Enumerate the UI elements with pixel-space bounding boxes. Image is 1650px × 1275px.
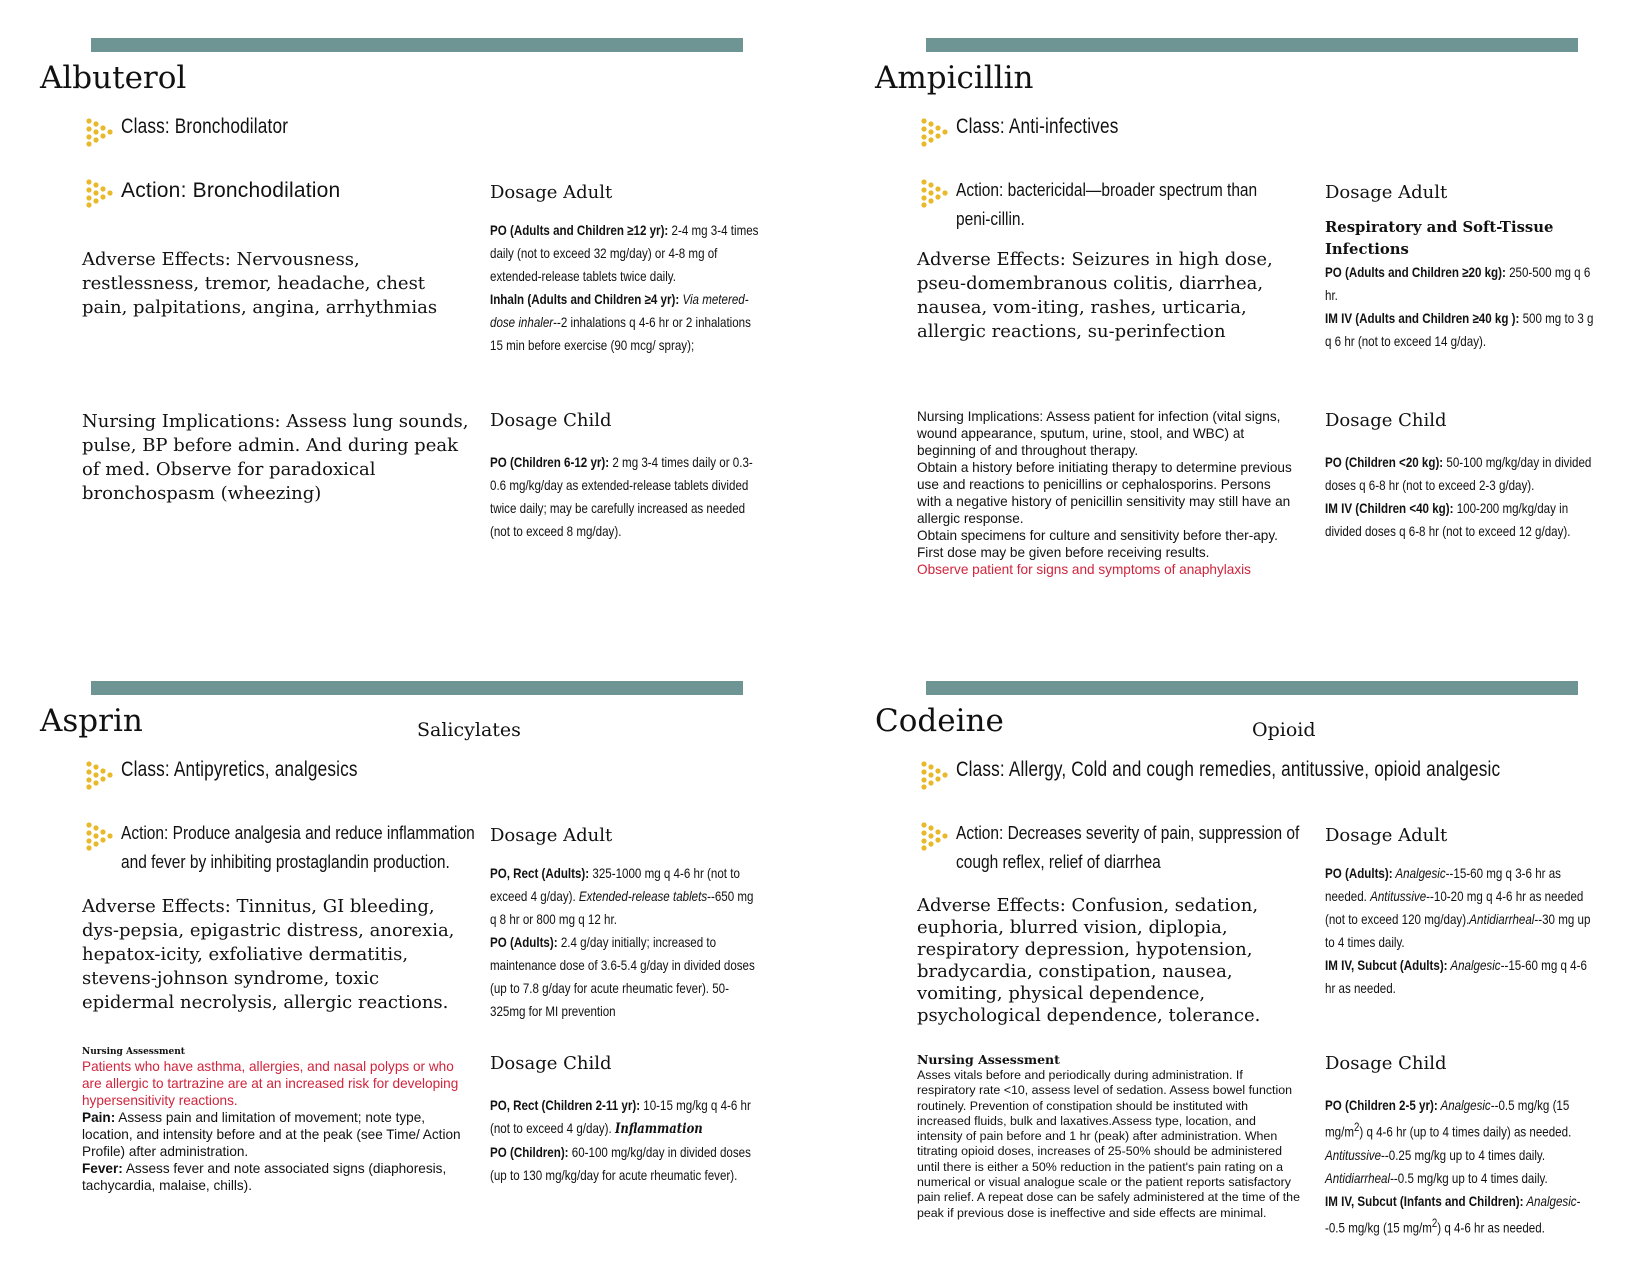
header-bar: [91, 38, 743, 52]
card-asprin: [0, 643, 790, 1263]
header-bar: [926, 38, 1578, 52]
drug-title: Albuterol: [40, 60, 187, 96]
yellow-dot-arrow-icon: [920, 117, 948, 147]
dosage-adult-heading: Dosage Adult: [1325, 825, 1448, 846]
adverse-effects: Adverse Effects: Nervousness, restlessness, tremor, headache, chest pain, palpitations, angina, arrhythmias: [82, 249, 438, 318]
action-text: Action: bactericidal—broader spectrum than peni-cillin.: [956, 180, 1258, 229]
dosage-adult-text: PO, Rect (Adults): 325-1000 mg q 4-6 hr (not to exceed 4 g/day). Extended-release tablets--650 mg q 8 hr or 800 mg q 12 hr. PO (Adults): 2.4 g/day initially; increased to maintenance dose of 3.6-5.4 g/day in divided doses (up to 7.8 g/day for acute rheumatic fever). 50-325mg for MI prevention: [490, 866, 755, 1019]
yellow-dot-arrow-icon: [85, 117, 113, 147]
yellow-dot-arrow-icon: [85, 178, 113, 208]
hypersensitivity-warning: Patients who have asthma, allergies, and nasal polyps or who are allergic to tartrazine are at an increased risk for developing hypersensitivity reactions.: [82, 1059, 459, 1108]
dosage-adult-heading: Dosage Adult: [490, 182, 613, 203]
adverse-effects: Adverse Effects: Tinnitus, GI bleeding, dys-pepsia, epigastric distress, anorexia, hepatox-icity, exfoliative dermatitis, stevens-johnson syndrome, toxic epidermal necrolysis, allergic reactions.: [82, 896, 455, 1013]
nursing-assessment: Nursing Assessment Patients who have asthma, allergies, and nasal polyps or who are allergic to tartrazine are at an increased risk for developing hypersensitivity reactions. Pain: Assess pain and limitation of movement; note type, location, and intensity before and at the peak (see Time/ Action Profile) after administration. Fever: Assess fever and note associated signs (diaphoresis, tachycardia, malaise, chills).: [82, 1047, 461, 1193]
class-row: [920, 115, 1154, 147]
header-bar: [926, 681, 1578, 695]
class-row: [85, 758, 410, 790]
adverse-effects: Adverse Effects: Confusion, sedation, euphoria, blurred vision, diplopia, respiratory depression, hypotension, bradycardia, constipation, nausea, vomiting, physical dependence, psychological dependence, tolerance.: [917, 895, 1261, 1026]
action-row: [920, 819, 1310, 877]
action-row: [85, 819, 485, 877]
class-text: Class: Anti-infectives: [956, 115, 1119, 138]
drug-title: Asprin: [40, 703, 143, 739]
drug-title: Codeine: [875, 703, 1004, 739]
nursing-assessment: Nursing Assessment Asses vitals before and periodically during administration. If respiratory rate <10, assess level of sedation. Assess bowel function routinely. Prevention of constipation should be instituted with increased fluids, bulk and laxatives.Assess type, location, and intensity of pain before and 1 hr (peak) after administration. When titrating opioid doses, increases of 25-50% should be administered until there is either a 50% reduction in the patient's pain rating on a numerical or visual analogue scale or the patient reports satisfactory pain relief. A repeat dose can be safely administered at the time of the peak if previous dose is ineffective and side effects are minimal.: [917, 1052, 1300, 1220]
dosage-adult-text: Respiratory and Soft-Tissue Infections PO (Adults and Children ≥20 kg): 250-500 mg q 6 hr. IM IV (Adults and Children ≥40 kg ): 500 mg to 3 g q 6 hr (not to exceed 14 g/day).: [1325, 219, 1594, 349]
class-row: [920, 758, 1620, 790]
dosage-adult-heading: Dosage Adult: [1325, 182, 1448, 203]
yellow-dot-arrow-icon: [920, 178, 948, 208]
drug-title: Ampicillin: [875, 60, 1034, 96]
action-row: [85, 176, 475, 208]
yellow-dot-arrow-icon: [920, 821, 948, 851]
adverse-effects: Adverse Effects: Seizures in high dose, pseu-domembranous colitis, diarrhea, nausea, vom-iting, rashes, urticaria, allergic reactions, su-perinfection: [917, 249, 1273, 342]
dosage-child-heading: Dosage Child: [1325, 1053, 1447, 1074]
action-text: Action: Produce analgesia and reduce inflammation and fever by inhibiting prostaglandin production.: [121, 823, 475, 872]
nursing-implications: Nursing Implications: Assess patient for infection (vital signs, wound appearance, sputum, urine, stool, and WBC) at beginning of and throughout therapy. Obtain a history before initiating therapy to determine previous use and reactions to penicillins or cephalosporins. Persons with a negative history of penicillin sensitivity may still have an allergic response. Obtain specimens for culture and sensitivity before ther-apy. First dose may be given before receiving results. Observe patient for signs and symptoms of anaphylaxis: [917, 409, 1292, 577]
dosage-child-text: PO (Children <20 kg): 50-100 mg/kg/day in divided doses q 6-8 hr (not to exceed 2-3 g/day). IM IV (Children <40 kg): 100-200 mg/kg/day in divided doses q 6-8 hr (not to exceed 12 g/day).: [1325, 455, 1592, 539]
card-codeine: [835, 643, 1625, 1263]
drug-subtitle: Salicylates: [417, 719, 521, 741]
class-text: Class: Allergy, Cold and cough remedies, antitussive, opioid analgesic: [956, 758, 1501, 781]
nursing-implications: Nursing Implications: Assess lung sounds, pulse, BP before admin. And during peak of med. Observe for paradoxical bronchospasm (wheezing): [82, 411, 469, 504]
dosage-adult-text: PO (Adults): Analgesic--15-60 mg q 3-6 hr as needed. Antitussive--10-20 mg q 4-6 hr as needed (not to exceed 120 mg/day).Antidiarrheal--30 mg up to 4 times daily. IM IV, Subcut (Adults): Analgesic--15-60 mg q 4-6 hr as needed.: [1325, 866, 1591, 996]
card-ampicillin: [835, 0, 1625, 620]
action-text: Action: Bronchodilation: [121, 179, 341, 202]
class-text: Class: Bronchodilator: [121, 115, 289, 138]
dosage-child-heading: Dosage Child: [490, 410, 612, 431]
card-albuterol: [0, 0, 790, 620]
drug-subtitle: Opioid: [1252, 719, 1316, 741]
yellow-dot-arrow-icon: [85, 821, 113, 851]
dosage-adult-text: PO (Adults and Children ≥12 yr): 2-4 mg 3-4 times daily (not to exceed 32 mg/day) or 4-8 mg of extended-release tablets twice daily. Inhaln (Adults and Children ≥4 yr): Via metered-dose inhaler--2 inhalations q 4-6 hr or 2 inhalations 15 min before exercise (90 mcg/ spray);: [490, 223, 759, 353]
anaphylaxis-warning: Observe patient for signs and symptoms of anaphylaxis: [917, 562, 1251, 577]
yellow-dot-arrow-icon: [85, 760, 113, 790]
yellow-dot-arrow-icon: [920, 760, 948, 790]
dosage-child-heading: Dosage Child: [1325, 410, 1447, 431]
dosage-child-text: PO, Rect (Children 2-11 yr): 10-15 mg/kg q 4-6 hr (not to exceed 4 g/day). Inflammation PO (Children): 60-100 mg/kg/day in divided doses (up to 130 mg/kg/day for acute rheumatic fever).: [490, 1098, 751, 1183]
action-row: [920, 176, 1280, 234]
action-text: Action: Decreases severity of pain, suppression of cough reflex, relief of diarrhea: [956, 823, 1300, 872]
dosage-child-text: PO (Children 2-5 yr): Analgesic--0.5 mg/kg (15 $mg/m^2$) q 4-6 hr (up to 4 times daily) as needed. Antitussive--0.25 mg/kg up to 4 times daily. Antidiarrheal--0.5 mg/kg up to 4 times daily. IM IV, Subcut (Infants and Children): Analgesic--0.5 mg/kg (15 $mg/m^2$) q 4-6 hr as needed.: [1325, 1098, 1581, 1236]
dosage-adult-heading: Dosage Adult: [490, 825, 613, 846]
class-row: [85, 115, 325, 147]
dosage-child-heading: Dosage Child: [490, 1053, 612, 1074]
class-text: Class: Antipyretics, analgesics: [121, 758, 358, 781]
header-bar: [91, 681, 743, 695]
dosage-child-text: PO (Children 6-12 yr): 2 mg 3-4 times daily or 0.3-0.6 mg/kg/day as extended-release tablets divided twice daily; may be carefully increased as needed (not to exceed 8 mg/day).: [490, 455, 753, 539]
